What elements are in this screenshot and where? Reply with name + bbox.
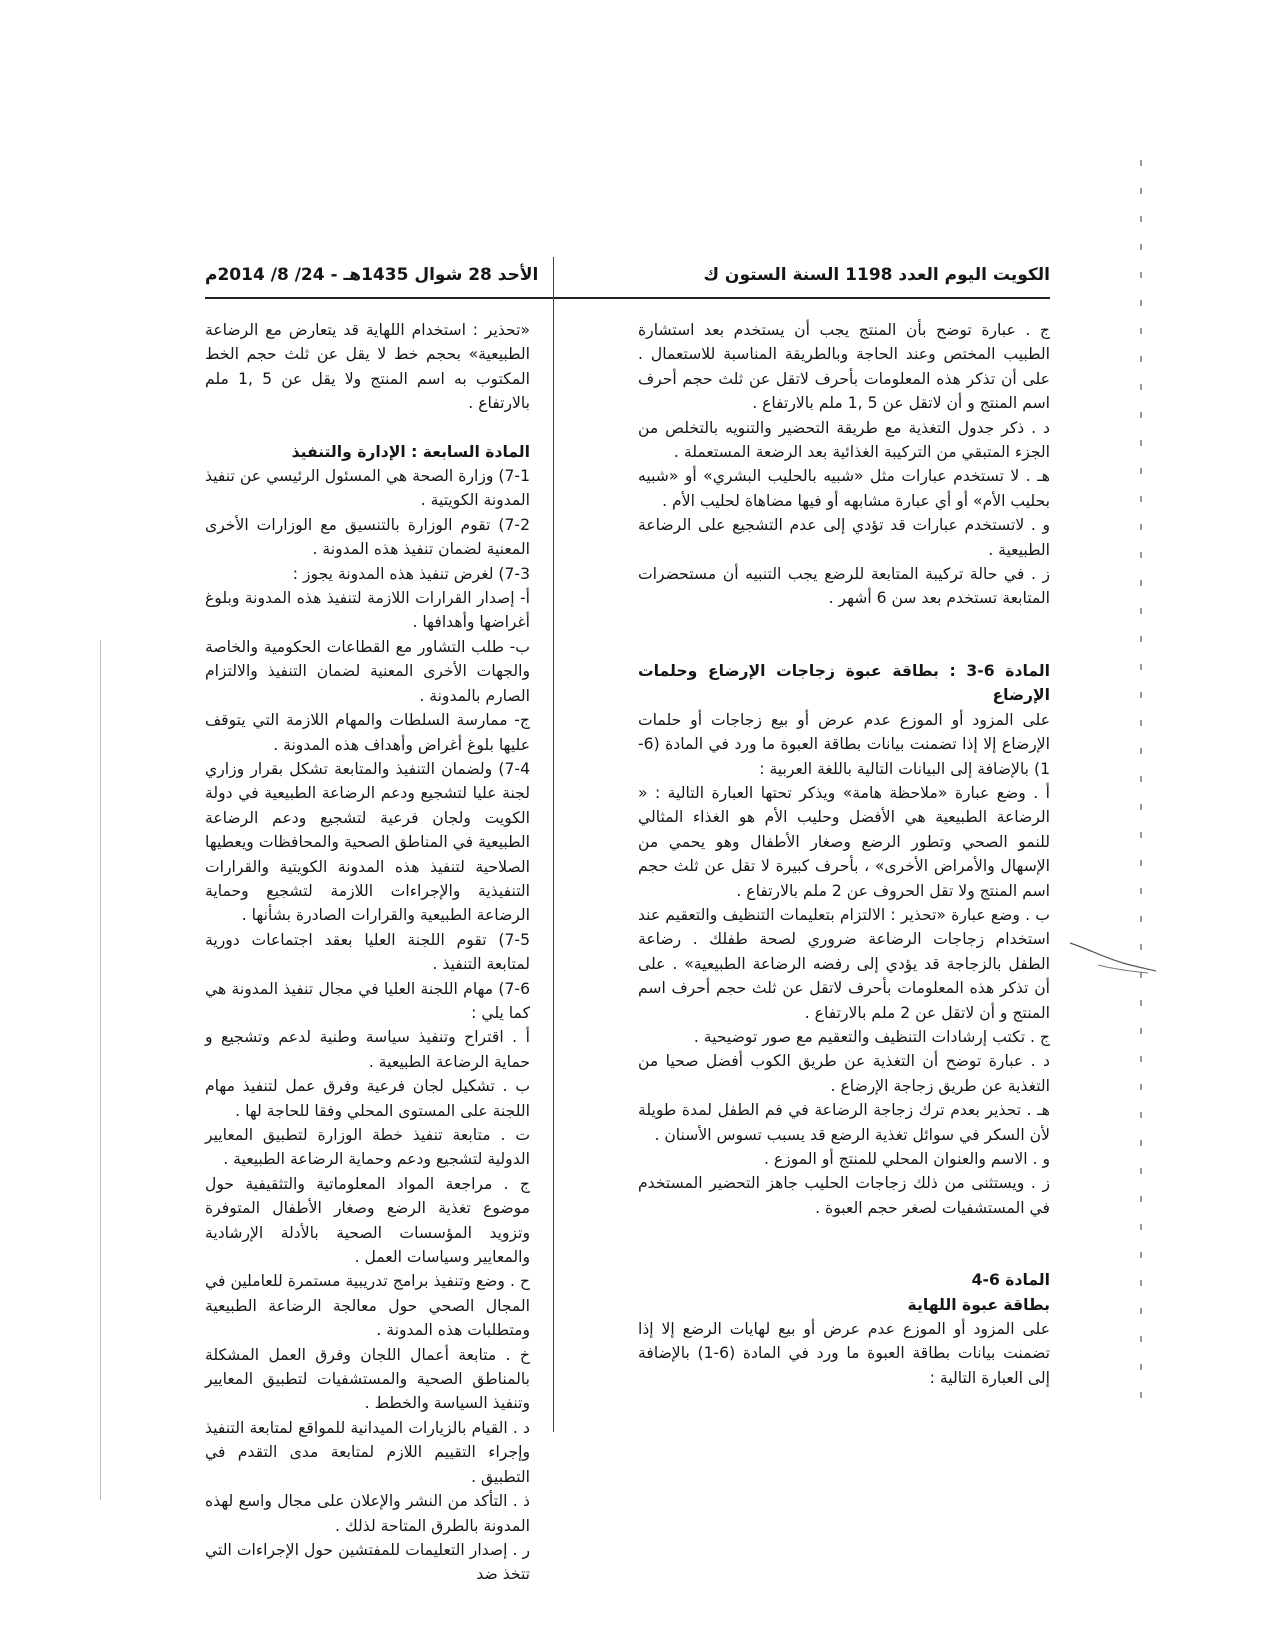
paragraph: ر . إصدار التعليمات للمفتشين حول الإجراءات التي تتخذ ضد	[205, 1540, 530, 1584]
paragraph: هـ . لا تستخدم عبارات مثل «شبيه بالحليب البشري» أو «شبيه بحليب الأم» أو أي عبارة مشابهه أو فيها مضاهاة لحليب الأم .	[638, 467, 1050, 510]
paragraph: ز . في حالة تركيبة المتابعة للرضع يجب التنبيه أن مستحضرات المتابعة تستخدم بعد سن 6 أشهر .	[638, 565, 1050, 608]
article-heading: المادة 6-4	[971, 1271, 1050, 1290]
paragraph: د . ذكر جدول التغذية مع طريقة التحضير والتنويه بالتخلص من الجزء المتبقي من التركيبة الغذائية بعد الرضعة المستعملة .	[638, 418, 1050, 462]
paragraph: 7-6) مهام اللجنة العليا في مجال تنفيذ المدونة هي كما يلي :	[205, 979, 530, 1022]
paragraph: على المزود أو الموزع عدم عرض أو بيع زجاجات أو حلمات الإرضاع إلا إذا تضمنت بيانات بطاقة العبوة ما ورد في المادة (6-1) بالإضافة إلى البيانات التالية باللغة العربية :	[638, 710, 1050, 778]
paragraph: ج . تكتب إرشادات التنظيف والتعقيم مع صور توضيحية .	[693, 1027, 1050, 1046]
paragraph: ت . متابعة تنفيذ خطة الوزارة لتطبيق المعايير الدولية لتشجيع ودعم وحماية الرضاعة الطبيعية .	[205, 1126, 530, 1169]
right-column	[638, 318, 1050, 1390]
paragraph: 7-4) ولضمان التنفيذ والمتابعة تشكل بقرار وزاري لجنة عليا لتشجيع ودعم الرضاعة الطبيعية في دولة الكويت ولجان فرعية لتشجيع ودعم الرضاعة الطبيعية في المناطق الصحية والمحافظات ويعطيها الصلاحية لتنفيذ هذه المدونة الكويتية والقرارات التنفيذية والإجراءات اللازمة لتشجيع وحماية الرضاعة الطبيعية والقرارات الصادرة بشأنها .	[205, 759, 530, 925]
column-divider	[553, 257, 554, 1432]
paragraph: أ . وضع عبارة «ملاحظة هامة» ويذكر تحتها العبارة التالية : « الرضاعة الطبيعية هي الأفضل وحليب الأم هو الغذاء المثالي للنمو الصحي وتطور الرضع وصغار الأطفال وهو يحمي من الإسهال والأمراض الأخرى» ، بأحرف كبيرة لا تقل عن ثلث حجم اسم المنتج ولا تقل الحروف عن 2 ملم بالارتفاع .	[638, 783, 1050, 900]
paragraph: ج- ممارسة السلطات والمهام اللازمة التي يتوقف عليها بلوغ أغراض وأهداف هذه المدونة .	[205, 711, 530, 754]
article-heading: المادة 6-3 : بطاقة عبوة زجاجات الإرضاع وحلمات الإرضاع	[638, 661, 1050, 705]
paragraph: 7-2) تقوم الوزارة بالتنسيق مع الوزارات الأخرى المعنية لضمان تنفيذ هذه المدونة .	[205, 515, 530, 559]
paragraph: على المزود أو الموزع عدم عرض أو بيع لهايات الرضع إلا إذا تضمنت بيانات بطاقة العبوة ما ورد في المادة (6-1) بالإضافة إلى العبارة التالية :	[638, 1320, 1050, 1387]
paragraph: و . لاتستخدم عبارات قد تؤدي إلى عدم التشجيع على الرضاعة الطبيعية .	[638, 516, 1050, 559]
paragraph: ج . عبارة توضح بأن المنتج يجب أن يستخدم بعد استشارة الطبيب المختص وعند الحاجة وبالطريقة المناسبة للاستعمال . على أن تذكر هذه المعلومات بأحرف لاتقل عن ثلث حجم أحرف اسم المنتج و أن لاتقل عن 5 ,1 ملم بالارتفاع .	[638, 321, 1050, 413]
header-publication-info: الكويت اليوم العدد 1198 السنة الستون ك	[703, 265, 1050, 285]
article-heading: المادة السابعة : الإدارة والتنفيذ	[291, 442, 530, 461]
paragraph: ب . وضع عبارة «تحذير : الالتزام بتعليمات التنظيف والتعقيم عند استخدام زجاجات الرضاعة ضروري لصحة طفلك . رضاعة الطفل بالزجاجة قد يؤدي إلى رفضه الرضاعة الطبيعية» . على أن تذكر هذه المعلومات بأحرف لاتقل عن ثلث حجم أحرف اسم المنتج و أن لاتقل عن 2 ملم بالارتفاع .	[638, 905, 1050, 1022]
paragraph: د . القيام بالزيارات الميدانية للمواقع لمتابعة التنفيذ وإجراء التقييم اللازم لمتابعة مدى التقدم في التطبيق .	[205, 1418, 530, 1486]
header-rule	[205, 297, 1050, 299]
header-date: الأحد 28 شوال 1435هـ - 24/ 8/ 2014م	[205, 265, 539, 285]
paragraph: أ . اقتراح وتنفيذ سياسة وطنية لدعم وتشجيع و حماية الرضاعة الطبيعية .	[205, 1028, 530, 1071]
paragraph: 7-3) لغرض تنفيذ هذه المدونة يجوز :	[292, 564, 530, 583]
paragraph: أ- إصدار القرارات اللازمة لتنفيذ هذه المدونة وبلوغ أغراضها وأهدافها .	[205, 589, 530, 632]
paragraph: «تحذير : استخدام اللهاية قد يتعارض مع الرضاعة الطبيعية» بحجم خط لا يقل عن ثلث حجم الخط المكتوب به اسم المنتج ولا يقل عن 5 ,1 ملم بالارتفاع .	[205, 321, 530, 413]
paragraph: ب- طلب التشاور مع القطاعات الحكومية والخاصة والجهات الأخرى المعنية لضمان التنفيذ والالتزام الصارم بالمدونة .	[205, 637, 530, 705]
paragraph: 7-1) وزارة الصحة هي المسئول الرئيسي عن تنفيذ المدونة الكويتية .	[205, 467, 530, 510]
paragraph: د . عبارة توضح أن التغذية عن طريق الكوب أفضل صحيا من التغذية عن طريق زجاجة الإرضاع .	[638, 1052, 1050, 1095]
paragraph: ج . مراجعة المواد المعلوماتية والتثقيفية حول موضوع تغذية الرضع وصغار الأطفال المتوفرة وتزويد المؤسسات الصحية بالأدلة الإرشادية والمعايير وسياسات العمل .	[205, 1174, 530, 1267]
margin-mark	[1068, 935, 1158, 980]
paragraph: ز . ويستثنى من ذلك زجاجات الحليب جاهز التحضير المستخدم في المستشفيات لصغر حجم العبوة .	[638, 1174, 1050, 1217]
left-margin-line	[100, 640, 101, 1500]
paragraph: ذ . التأكد من النشر والإعلان على مجال واسع لهذه المدونة بالطرق المتاحة لذلك .	[205, 1492, 530, 1535]
page-header	[205, 265, 1050, 295]
paragraph: ح . وضع وتنفيذ برامج تدريبية مستمرة للعاملين في المجال الصحي حول معالجة الرضاعة الطبيعية ومتطلبات هذه المدونة .	[205, 1272, 530, 1340]
right-margin-dots	[1140, 160, 1142, 1410]
paragraph: و . الاسم والعنوان المحلي للمنتج أو الموزع .	[763, 1150, 1050, 1168]
paragraph: هـ . تحذير بعدم ترك زجاجة الرضاعة في فم الطفل لمدة طويلة لأن السكر في سوائل تغذية الرضع قد يسبب تسوس الأسنان .	[638, 1101, 1050, 1144]
left-column	[205, 318, 530, 1587]
paragraph: 7-5) تقوم اللجنة العليا بعقد اجتماعات دورية لمتابعة التنفيذ .	[205, 930, 530, 974]
paragraph: ب . تشكيل لجان فرعية وفرق عمل لتنفيذ مهام اللجنة على المستوى المحلي وفقا للحاجة لها .	[205, 1077, 530, 1120]
paragraph: خ . متابعة أعمال اللجان وفرق العمل المشكلة بالمناطق الصحية والمستشفيات لتطبيق المعايير وتنفيذ السياسة والخطط .	[205, 1345, 530, 1413]
article-subheading: بطاقة عبوة اللهاية	[907, 1295, 1050, 1314]
